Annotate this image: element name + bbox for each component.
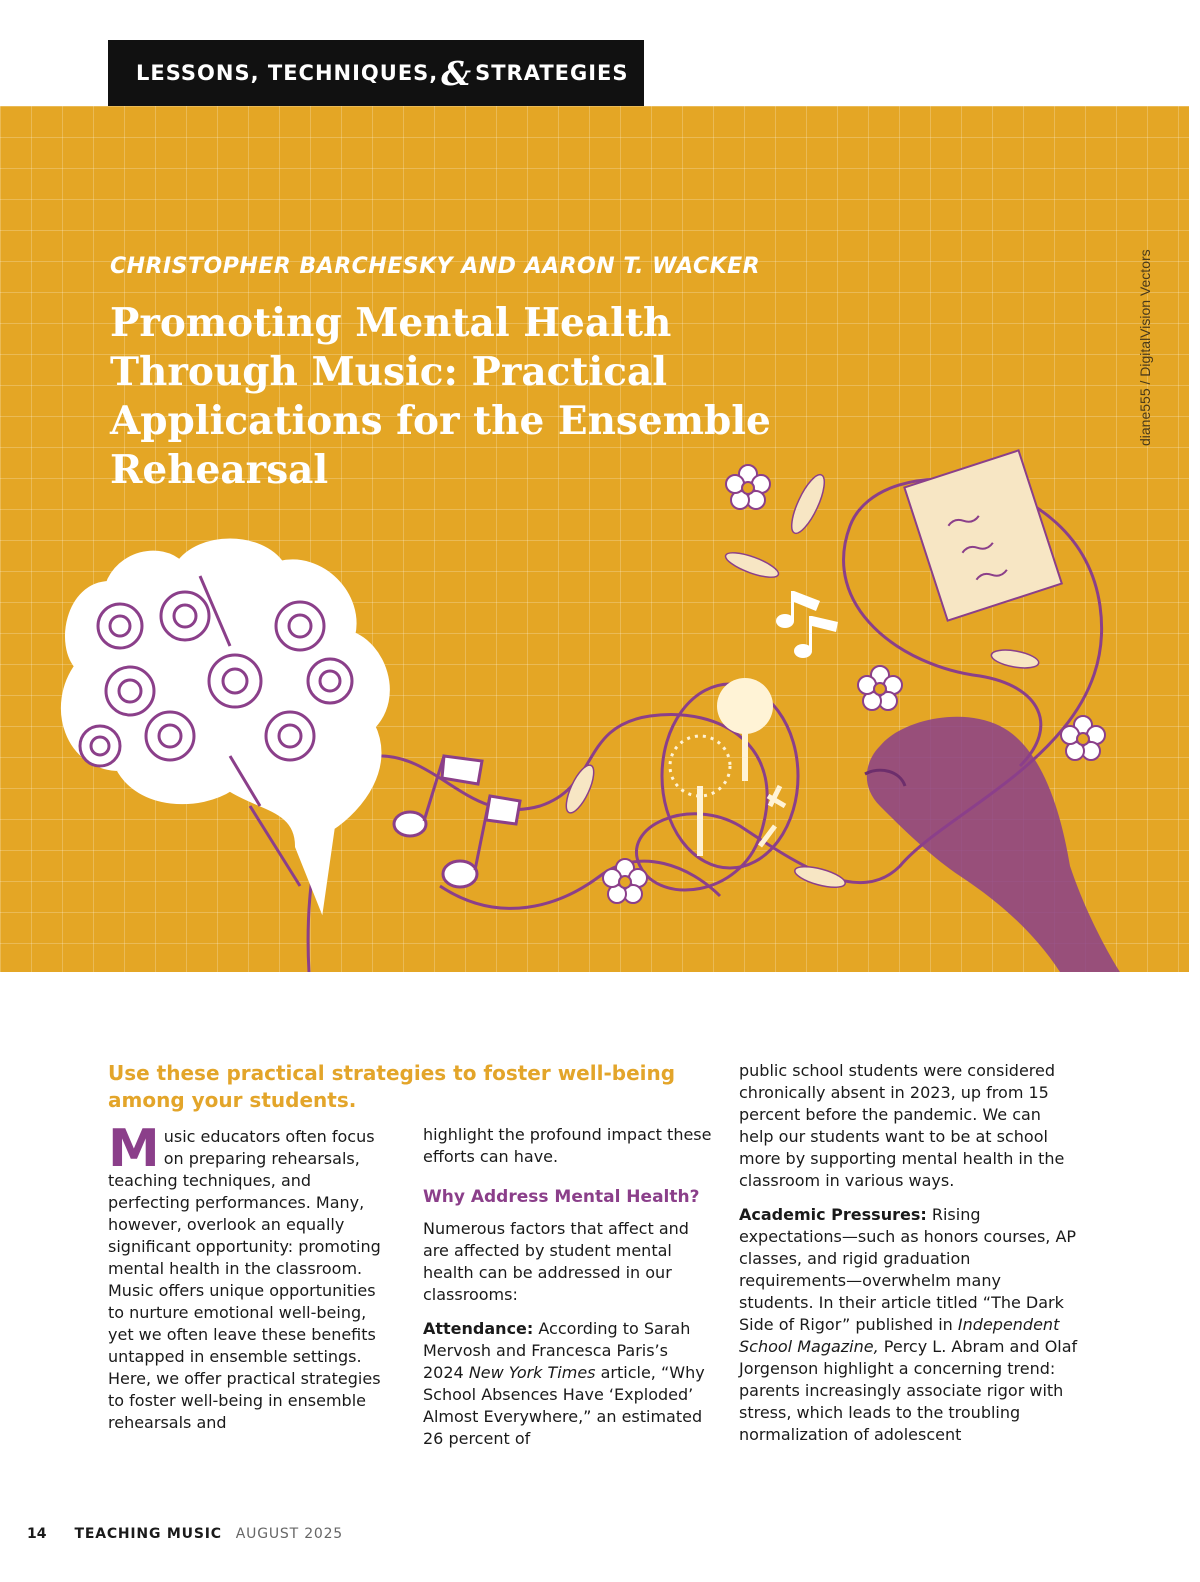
music-note-icon — [394, 756, 520, 887]
attendance-paragraph — [423, 1318, 713, 1450]
brain-flower-icon — [66, 544, 385, 897]
pressures-publication: Independent School Magazine, — [739, 1315, 1060, 1356]
attendance-text-a: According to Sarah Mervosh and Francesca Paris’s 2024 — [423, 1319, 691, 1382]
subhead-why-address: Why Address Mental Health? — [423, 1187, 700, 1207]
tree-icon — [662, 678, 798, 868]
issue-date: AUGUST 2025 — [235, 1526, 344, 1542]
attendance-text-b: article, “Why School Absences Have ‘Exploded’ Almost Everywhere,” an estimated 26 percent of — [423, 1363, 705, 1448]
attendance-publication: New York Times — [468, 1363, 596, 1382]
article-deck: Use these practical strategies to foster well-being among your students. — [108, 1061, 676, 1112]
hero-artwork — [0, 106, 1189, 972]
column-2 — [423, 1124, 713, 1462]
page-number: 14 — [27, 1526, 47, 1542]
col2-paragraph-1: highlight the profound impact these efforts can have. — [423, 1125, 712, 1166]
section-tag-ampersand: & — [441, 53, 473, 93]
article-body — [108, 1060, 1088, 1460]
drop-cap: M — [108, 1119, 160, 1179]
headline: Promoting Mental Health Through Music: Practical Applications for the Ensemble Rehearsal — [110, 300, 771, 493]
column-3 — [739, 1060, 1079, 1458]
page-footer — [27, 1526, 343, 1542]
pressures-text-b: Percy L. Abram and Olaf Jorgenson highlight a concerning trend: parents increasingly associate rigor with stress, which leads to the troubling normalization of adolescent — [739, 1337, 1078, 1444]
photo-credit: diane555 / DigitalVision Vectors — [1137, 249, 1153, 446]
hero-illustration — [0, 106, 1189, 972]
letter-icon — [904, 450, 1061, 620]
attendance-label: Attendance: — [423, 1319, 534, 1338]
section-tag-part2: STRATEGIES — [475, 61, 629, 85]
col3-paragraph-1: public school students were considered chronically absent in 2023, up from 15 percent before the pandemic. We can help our students want to be at school more by supporting mental health in the classroom in various ways. — [739, 1061, 1065, 1190]
intro-text: usic educators often focus on preparing rehearsals, teaching techniques, and perfecting performances. Many, however, overlook an equally significant opportunity: promoting mental health in the classroom. Music offers unique opportunities to nurture emotional well-being, yet we often leave these benefits untapped in ensemble settings. Here, we offer practical strategies to foster well-being in ensemble rehearsals and — [108, 1127, 381, 1432]
pressures-paragraph — [739, 1204, 1079, 1446]
intro-paragraph — [108, 1119, 390, 1434]
byline: CHRISTOPHER BARCHESKY AND AARON T. WACKER — [110, 254, 761, 279]
col2-paragraph-2: Numerous factors that affect and are affected by student mental health can be addressed in our classrooms: — [423, 1219, 689, 1304]
pressures-label: Academic Pressures: — [739, 1205, 927, 1224]
magazine-name: TEACHING MUSIC — [74, 1526, 222, 1542]
section-tag-part1: LESSONS, TECHNIQUES, — [136, 61, 439, 85]
pressures-text-a: Rising expectations—such as honors courses, AP classes, and rigid graduation requirements—overwhelm many students. In their article titled “The Dark Side of Rigor” published in — [739, 1205, 1077, 1334]
section-tag — [108, 40, 644, 106]
music-note-small-icon — [776, 591, 838, 658]
